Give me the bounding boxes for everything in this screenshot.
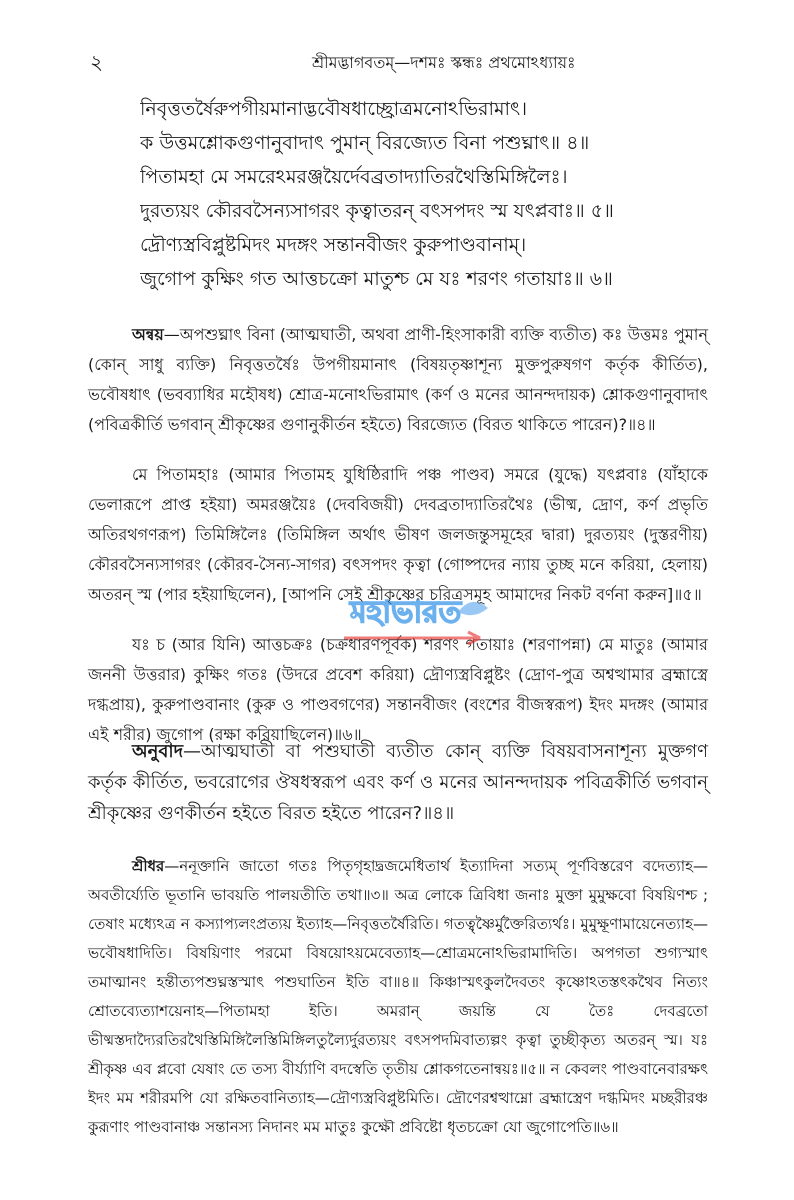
anvaya-text-1: —অপশুঘ্নাৎ বিনা (আত্মঘাতী, অথবা প্রাণী-হিংসাকারী ব্যক্তি ব্যতীত) কঃ উত্তমঃ পুমান্ (কোন্ সাধু ব্যক্তি) নিবৃত্ততর্ষৈঃ উপগীয়মানাৎ (বিষয়তৃষ্ণাশূন্য মুক্তপুরুষগণ কর্তৃক কীর্তিত), ভবৌষধাৎ (ভবব্যাধির মহৌষধ) শ্রোত্র-মনোঽভিরামাৎ (কর্ণ ও মনের আনন্দদায়ক) শ্লোকগুণানুবাদাৎ (পবিত্রকীর্তি ভগবান্ শ্রীকৃষ্ণের গুণানুকীর্তন হইতে) বিরজ্যেত (বিরত থাকিতে পারেন)?॥৪॥: [88, 325, 708, 434]
anvaya-text-3: যঃ চ (আর যিনি) আত্তচক্রঃ (চক্রধারণপূর্বক) শরণং গতায়াঃ (শরণাপন্না) মে মাতুঃ (আমার জননী উত্তরার) কুক্ষিং গতঃ (উদরে প্রবেশ করিয়া) দ্রৌণ্যস্ত্রবিপ্লুষ্টং (দ্রোণ-পুত্র অশ্বত্থামার ব্রহ্মাস্ত্রে দগ্ধপ্রায়), কুরুপাণ্ডবানাং (কুরু ও পাণ্ডবগণের) সন্তানবীজং (বংশের বীজস্বরূপ) ইদং মদঙ্গং (আমার এই শরীর) জুগোপ (রক্ষা করিয়াছিলেন)॥৬॥: [88, 635, 708, 744]
anvaya-section: [88, 320, 708, 440]
shridhar-text: —ননূক্তানি জাতো গতঃ পিতৃগৃহাদ্ব্রজমেধিতার্থ ইত্যাদিনা সত্যম্ পূর্ণবিস্তরেণ বদেত্যাহ—অবতীর্য্যেতি ভূতানি ভাবয়তি পালয়তীতি তথা॥৩॥ অত্র লোকে ত্রিবিধা জনাঃ মুক্তা মুমুক্ষবো বিষয়িণশ্চ ; তেষাং মধ্যেঽত্র ন কস্যাপ্যলংপ্রত্যয় ইত্যাহ—নিবৃত্ততর্ষৈরিতি। গতত্বৃষ্ণৈর্মুক্তৈরিত্যর্থঃ। মুমুক্ষূণামায়েনেত্যাহ—ভবৌষধাদিতি। বিষয়িণাং পরমো বিষয়োঽয়মেবেত্যাহ—শ্রোত্রমনোঽভিরামাদিতি। অপগতা শুগ্যস্মাৎ তমাত্মানং হন্তীত্যপশুঘ্নস্তস্মাৎ পশুঘাতিন ইতি বা॥৪॥ কিঞ্চাস্মৎকুলদৈবতং কৃষ্ণোঽতস্তৎকথৈব নিত্যং শ্রোতব্যেত্যাশয়েনাহ—পিতামহা ইতি। অমরান্ জয়ন্তি যে তৈঃ দেবব্রতো ভীষ্মস্তদাদ্যৈরতিরথৈস্তিমিঙ্গিলৈস্তিমিঙ্গিলতুল্যৈর্দুরত্যয়ং বৎসপদমিবাত্যল্পং কৃত্বা তুচ্ছীকৃত্য অতরন্ স্ম। যঃ শ্রীকৃষ্ণ এব প্লবো যেষাং তে তস্য বীর্য্যাণি বদস্বেতি তৃতীয় শ্লোকগতেনান্বয়ঃ॥৫॥ ন কেবলং পাণ্ডবানেবারক্ষৎ ইদং মম শরীরমপি যো রক্ষিতবানিত্যাহ—দ্রৌণ্যস্ত্রবিপ্লুষ্টমিতি। দ্রৌণেরশ্বত্থাম্নো ব্রহ্মাস্ত্রেণ দগ্ধমিদং মচ্ছরীরঞ্চ কুরূণাং পাণ্ডবানাঞ্চ সন্তানস্য নিদানং মম মাতুঃ কুক্ষৌ প্রবিষ্টো ধৃতচক্রো যো জুগোপেতি॥৬॥: [88, 857, 708, 1136]
verse-line: দ্রৌণ্যস্ত্রবিপ্লুষ্টমিদং মদঙ্গং সন্তানবীজং কুরুপাণ্ডবানাম্।: [140, 234, 527, 256]
anvaya-label: অন্বয়: [132, 325, 164, 344]
page-header: [0, 48, 794, 78]
feather-icon: [458, 602, 488, 615]
arrow-icon: [344, 632, 480, 644]
verse-line: দুরত্যয়ং কৌরবসৈন্যসাগরং কৃত্বাতরন্ বৎসপদং স্ম যৎপ্লবাঃ॥ ৫॥: [140, 200, 614, 222]
watermark-text: মহাভারত: [350, 595, 462, 630]
anubad-label: অনুবাদ: [132, 741, 184, 762]
anvaya-text-2: মে পিতামহাঃ (আমার পিতামহ যুধিষ্ঠিরাদি পঞ্চ পাণ্ডব) সমরে (যুদ্ধে) যৎপ্লবাঃ (যাঁহাকে ভেলারূপে প্রাপ্ত হইয়া) অমরঞ্জয়ৈঃ (দেববিজয়ী) দেবব্রতাদ্যাতিরথৈঃ (ভীষ্ম, দ্রোণ, কর্ণ প্রভৃতি অতিরথগণরূপ) তিমিঙ্গিলৈঃ (তিমিঙ্গিল অর্থাৎ ভীষণ জলজন্তুসমূহের দ্বারা) দুরত্যয়ং (দুস্তরণীয়) কৌরবসৈন্যসাগরং (কৌরব-সৈন্য-সাগর) বৎসপদং কৃত্বা (গোষ্পদের ন্যায় তুচ্ছ মনে করিয়া, হেলায়) অতরন্ স্ম (পার হইয়াছিলেন), [আপনি সেই শ্রীকৃষ্ণের চরিত্রসমূহ আমাদের নিকট বর্ণনা করুন]॥৫॥: [88, 465, 708, 604]
shridhar-paragraph: [88, 852, 708, 1142]
shridhar-label: শ্রীধর: [132, 857, 165, 875]
sanskrit-verses: [140, 92, 740, 296]
shridhar-section: [88, 852, 708, 1142]
anubad-text: —আত্মঘাতী বা পশুঘাতী ব্যতীত কোন্ ব্যক্তি বিষয়বাসনাশূন্য মুক্তগণ কর্তৃক কীর্তিত, ভবরোগের ঔষধস্বরূপ এবং কর্ণ ও মনের আনন্দদায়ক পবিত্রকীর্তি ভগবান্ শ্রীকৃষ্ণের গুণকীর্তন হইতে বিরত হইতে পারেন?॥৪॥: [88, 741, 708, 824]
verse-line: ক উত্তমশ্লোকগুণানুবাদাৎ পুমান্ বিরজ্যেত বিনা পশুঘ্নাৎ॥ ৪॥: [140, 132, 590, 154]
verse-line: জুগোপ কুক্ষিং গত আত্তচক্রো মাতুশ্চ মে যঃ শরণং গতায়াঃ॥ ৬॥: [140, 268, 613, 290]
anubad-section: [88, 736, 708, 829]
verse-line: নিবৃত্ততর্ষৈরুপগীয়মানাদ্ভবৌষধাচ্ছ্রোত্রমনোঽভিরামাৎ।: [140, 98, 527, 120]
page-number: ২: [90, 50, 104, 74]
watermark-logo: [340, 582, 500, 672]
anubad-paragraph: [88, 736, 708, 829]
running-title: শ্রীমদ্ভাগবতম্—দশমঃ স্কন্ধঃ প্রথমোঽধ্যায়ঃ: [312, 53, 576, 72]
verse-line: পিতামহা মে সমরেঽমরঞ্জয়ৈর্দেবব্রতাদ্যাতিরথৈস্তিমিঙ্গিলৈঃ।: [140, 166, 568, 188]
anvaya-paragraph-1: [88, 320, 708, 440]
